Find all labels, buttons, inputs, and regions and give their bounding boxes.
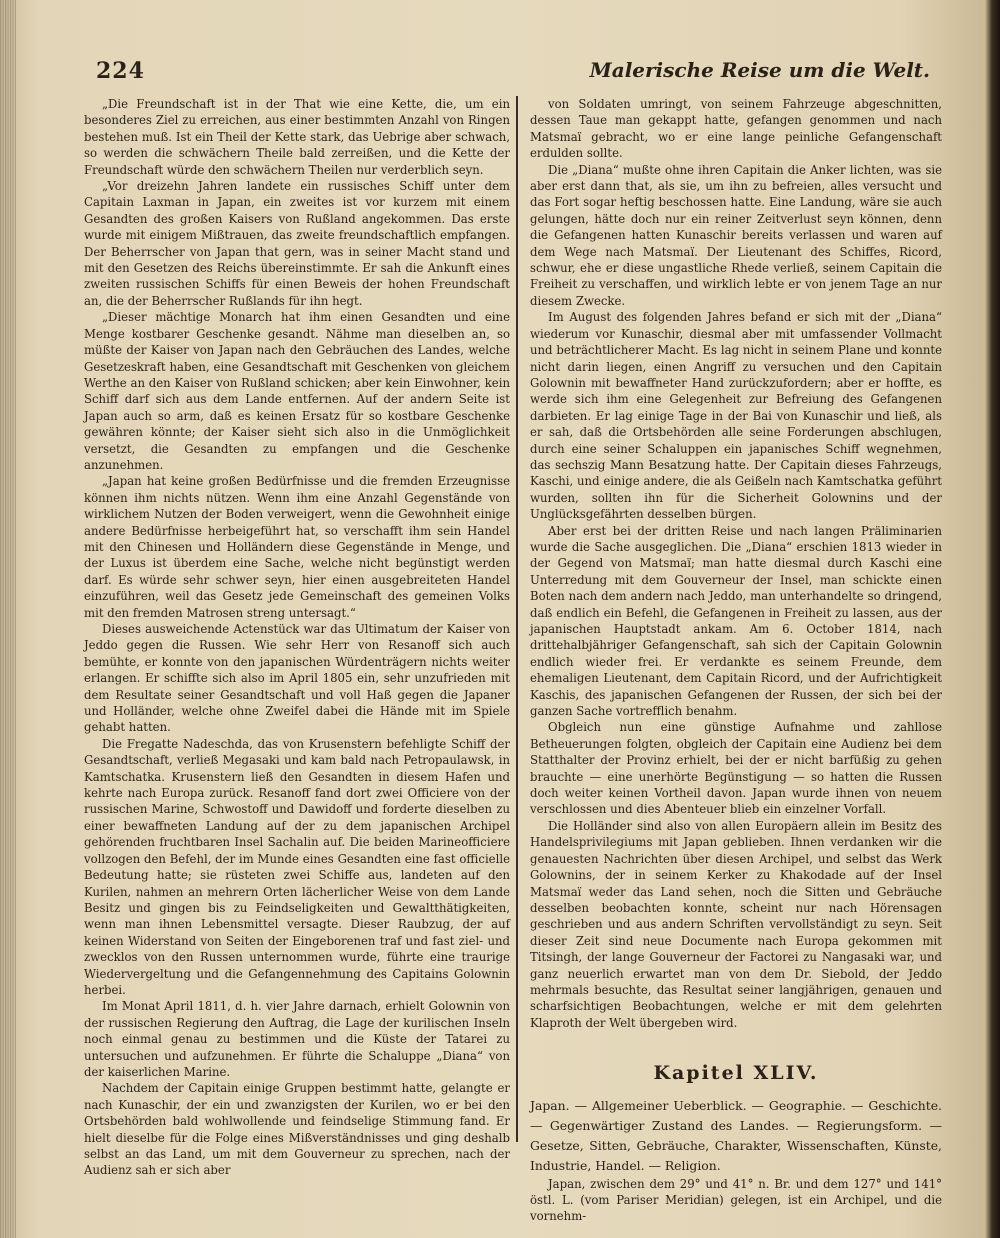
column-divider: [516, 96, 518, 1142]
running-title: Malerische Reise um die Welt.: [589, 58, 930, 82]
book-spine: [0, 0, 16, 1238]
chapter-summary: Japan. — Allgemeiner Ueberblick. — Geographie. — Geschichte. — Gegenwärtiger Zustand des Landes. — Regierungsform. — Gesetze, Sitten, Gebräuche, Charakter, Wissenschaften, Künste, Industrie, Handel. — Religion.: [530, 1097, 942, 1173]
left-column: [84, 96, 510, 1179]
page-header: [96, 58, 944, 86]
paragraph: Aber erst bei der dritten Reise und nach langen Präliminarien wurde die Sache ausgeglichen. Die „Diana“ erschien 1813 wieder in der Gegend von Matsmaï; man hatte diesmal durch Kaschi eine Unterredung mit dem Gouverneur der Insel, man schickte einen Boten nach dem andern nach Jeddo, man unterhandelte so dringend, daß endlich ein Befehl, die Gefangenen in Freiheit zu lassen, aus der japanischen Hauptstadt ankam. Am 6. October 1814, nach drittehalbjähriger Gefangenschaft, sah sich der Capitain Golownin endlich wieder frei. Er verdankte es seinem Freunde, dem ehemaligen Lieutenant, dem Capitain Ricord, und der Aufrichtigkeit Kaschis, des japanischen Gefangenen der Russen, der sich bei der ganzen Sache vortrefflich benahm.: [530, 523, 942, 719]
paragraph: „Die Freundschaft ist in der That wie eine Kette, die, um ein besonderes Ziel zu erreichen, aus einer bestimmten Anzahl von Ringen bestehen muß. Ist ein Theil der Kette stark, das Uebrige aber schwach, so werden die schwächern Theile bald zerreißen, und die Kette der Freundschaft würde den schwächern Theilen nur verderblich seyn.: [84, 97, 510, 177]
right-column: [530, 96, 942, 1225]
paragraph: Im Monat April 1811, d. h. vier Jahre darnach, erhielt Golownin von der russischen Regierung den Auftrag, die Lage der kurilischen Inseln noch einmal genau zu bestimmen und die Küste der Tatarei zu untersuchen und aufzunehmen. Er führte die Schaluppe „Diana“ von der kaiserlichen Marine.: [84, 999, 510, 1079]
paragraph: Dieses ausweichende Actenstück war das Ultimatum der Kaiser von Jeddo gegen die Russen. Wie sehr Herr von Resanoff sich auch bemühte, er konnte von den japanischen Würdenträgern nichts weiter erlangen. Er schiffte sich also im April 1805 ein, sehr unzufrieden mit dem Resultate seiner Gesandtschaft und voll Haß gegen die Japaner und Holländer, welche ohne Zweifel dabei die Hände mit im Spiele gehabt hatten.: [84, 622, 510, 735]
chapter-first-paragraph: Japan, zwischen dem 29° und 41° n. Br. und dem 127° und 141° östl. L. (vom Pariser Meridian) gelegen, ist ein Archipel, und die vornehm-: [530, 1176, 942, 1224]
paragraph: Die Holländer sind also von allen Europäern allein im Besitz des Handelsprivilegiums mit Japan geblieben. Ihnen verdanken wir die genauesten Nachrichten über diesen Archipel, und selbst das Werk Golownins, der in seinem Kerker zu Khakodade auf der Insel Matsmaï weder das Land sehen, noch die Sitten und Gebräuche desselben beobachten konnte, scheint nur nach Hörensagen geschrieben und aus andern Schriften vervollständigt zu seyn. Seit dieser Zeit sind neue Documente nach Europa gekommen mit Titsingh, der lange Gouverneur der Factorei zu Nangasaki war, und ganz neuerlich erwartet man von dem Dr. Siebold, der Jeddo mehrmals besuchte, das Resultat seiner langjährigen, genauen und scharfsichtigen Beobachtungen, welche er mit dem gelehrten Klaproth der Welt übergeben wird.: [530, 818, 942, 1030]
paragraph: von Soldaten umringt, von seinem Fahrzeuge abgeschnitten, dessen Taue man gekappt hatte, gefangen genommen und nach Matsmaï gebracht, wo er eine lange peinliche Gefangenschaft erdulden sollte.: [530, 97, 942, 161]
paragraph: „Dieser mächtige Monarch hat ihm einen Gesandten und eine Menge kostbarer Geschenke gesandt. Nähme man dieselben an, so müßte der Kaiser von Japan nach den Gebräuchen des Landes, welche Gesetzeskraft haben, eine Gesandtschaft mit Geschenken von gleichem Werthe an den Kaiser von Rußland schicken; aber kein Einwohner, kein Schiff darf sich aus dem Lande entfernen. Auf der andern Seite ist Japan auch so arm, daß es keinen Ersatz für so kostbare Geschenke gewähren könnte; der Kaiser sieht sich also in die Unmöglichkeit versetzt, die Gesandten zu empfangen und die Geschenke anzunehmen.: [84, 310, 510, 472]
paragraph: Im August des folgenden Jahres befand er sich mit der „Diana“ wiederum vor Kunaschir, diesmal aber mit umfassender Vollmacht und beträchtlicherer Macht. Es lag nicht in seinem Plane und konnte nicht darin liegen, einen Angriff zu versuchen und den Capitain Golownin mit bewaffneter Hand zurückzufordern; aber er hoffte, es werde sich ihm eine Gelegenheit zur Befreiung des Gefangenen darbieten. Er lag einige Tage in der Bai von Kunaschir und ließ, als er sah, daß die Ortsbehörden alle seine Forderungen abschlugen, durch eine seiner Schaluppen ein japanisches Schiff wegnehmen, das sechszig Mann Besatzung hatte. Der Capitain dieses Fahrzeugs, Kaschi, und einige andere, die als Geißeln nach Kamtschatka geführt wurden, sollten ihn für die Sicherheit Golownins und der Unglücksgefährten desselben bürgen.: [530, 310, 942, 522]
paragraph: „Japan hat keine großen Bedürfnisse und die fremden Erzeugnisse können ihm nichts nützen. Wenn ihm eine Anzahl Gegenstände von wirklichem Nutzen der Boden verweigert, wenn die Gewohnheit einige andere Bedürfnisse herbeigeführt hat, so verschafft ihm sein Handel mit den Chinesen und Holländern diese Gegenstände in Menge, und der Luxus ist überdem eine Sache, welche nicht begünstigt werden darf. Es würde sehr schwer seyn, hier einen ausgebreiteten Handel einzuführen, weil das Gesetz jede Gemeinschaft des gemeinen Volks mit den fremden Matrosen streng untersagt.“: [84, 474, 510, 620]
paragraph: Obgleich nun eine günstige Aufnahme und zahllose Betheuerungen folgten, obgleich der Capitain eine Audienz bei dem Statthalter der Provinz erhielt, bei der er nicht barfüßig zu gehen brauchte — eine unerhörte Begünstigung — so hatten die Russen doch weiter keinen Vortheil davon. Japan wurde ihnen von neuem verschlossen und dies Abenteuer blieb ein einzelner Vorfall.: [530, 720, 942, 817]
paragraph: Die Fregatte Nadeschda, das von Krusenstern befehligte Schiff der Gesandtschaft, verließ Megasaki und kam bald nach Petropaulawsk, in Kamtschatka. Krusenstern ließ den Gesandten in diesem Hafen und kehrte nach Europa zurück. Resanoff fand dort zwei Officiere von der russischen Marine, Schwostoff und Dawidoff und forderte dieselben zu einer bewaffneten Landung auf der zu dem japanischen Archipel gehörenden fruchtbaren Insel Sachalin auf. Die beiden Marineofficiere vollzogen den Befehl, der im Munde eines Gesandten eine fast officielle Bedeutung hatte; sie rüsteten zwei Schiffe aus, landeten auf den Kurilen, nahmen an mehrern Orten lächerlicher Weise von dem Lande Besitz und gingen bis zu Feindseligkeiten und Gewaltthätigkeiten, wenn man ihnen Lebensmittel versagte. Dieser Raubzug, der auf keinen Widerstand von Seiten der Eingeborenen traf und fast ziel- und zwecklos von den Russen unternommen wurde, führte eine traurige Wiedervergeltung und die Gefangennehmung des Capitains Golownin herbei.: [84, 736, 510, 997]
paragraph: „Vor dreizehn Jahren landete ein russisches Schiff unter dem Capitain Laxman in Japan, ein zweites ist vor kurzem mit einem Gesandten des großen Kaisers von Rußland angekommen. Das erste wurde mit einigem Mißtrauen, das zweite freundschaftlich empfangen. Der Beherrscher von Japan that gern, was in seiner Macht stand und mit den Gesetzen des Reichs übereinstimmte. Er sah die Ankunft eines zweiten russischen Schiffs für einen Beweis der hohen Freundschaft an, die der Beherrscher Rußlands für ihn hegt.: [84, 179, 510, 308]
page-number: 224: [96, 58, 145, 84]
chapter-heading: Kapitel XLIV.: [653, 1062, 819, 1085]
paragraph: Die „Diana“ mußte ohne ihren Capitain die Anker lichten, was sie aber erst dann that, als sie, um ihn zu befreien, alles versucht und das Fort sogar heftig beschossen hatte. Eine Landung, wäre sie auch gelungen, hätte doch nur ein reiner Zeitverlust seyn können, denn die Gefangenen hatten Kunaschir bereits verlassen und waren auf dem Wege nach Matsmaï. Der Lieutenant des Schiffes, Ricord, schwur, ehe er diese ungastliche Rhede verließ, seinem Capitain die Freiheit zu verschaffen, und wirklich lebte er von jenem Tage an nur diesem Zwecke.: [530, 162, 942, 308]
paragraph: Nachdem der Capitain einige Gruppen bestimmt hatte, gelangte er nach Kunaschir, der ein und zwanzigsten der Kurilen, wo er bei den Ortsbehörden bald wohlwollende und feindselige Stimmung fand. Er hielt dieselbe für die Folge eines Mißverständnisses und ging deshalb selbst an das Land, um mit dem Gouverneur zu sprechen, nach der Audienz sah er sich aber: [84, 1081, 510, 1178]
